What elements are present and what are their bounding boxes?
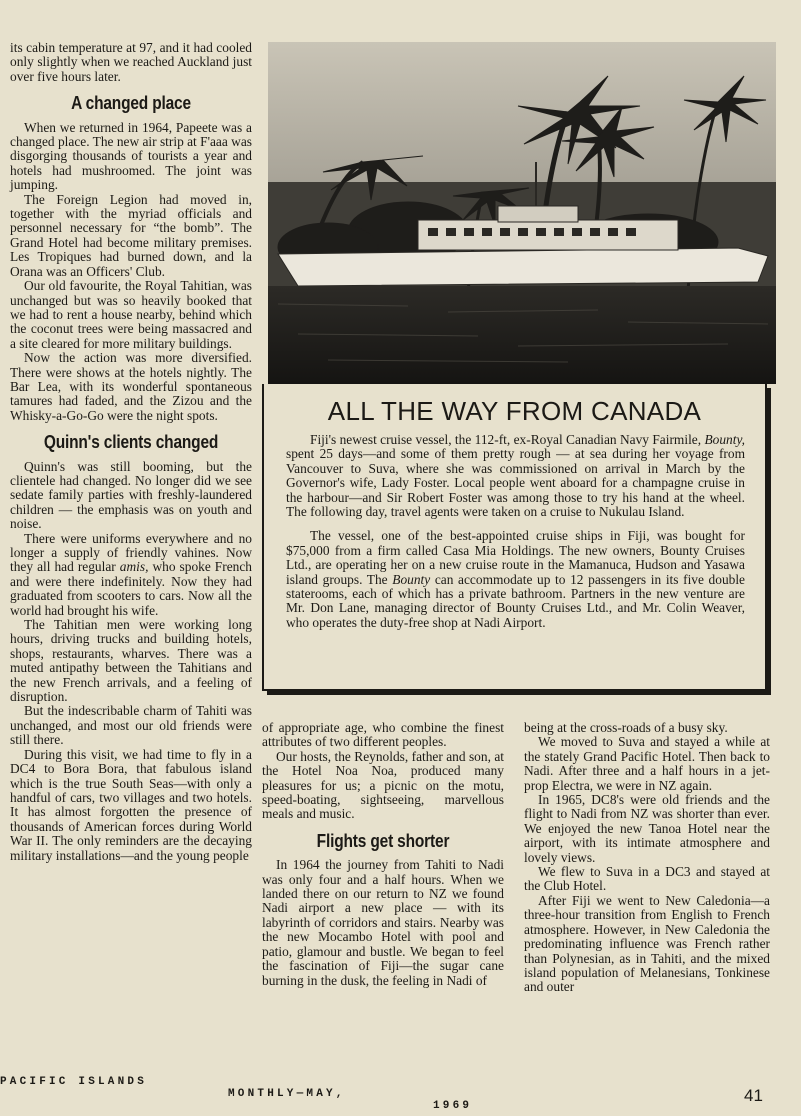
footer-issue: MONTHLY—MAY, [228, 1088, 346, 1100]
ship-name: Bounty, [704, 432, 745, 447]
paragraph: In 1965, DC8's were old friends and the flight to Nadi from NZ was shorter than ever. We enjoyed the new Tanoa Hotel near the airport, with its intimate atmosphere and lovely views. [524, 792, 770, 865]
paragraph: being at the cross-roads of a busy sky. [524, 720, 728, 735]
paragraph: Quinn's was still booming, but the clientele had changed. No longer did we see sedate family parties with freshly-laundered children — the emphasis was on youth and noise. [10, 458, 252, 532]
paragraph: Our hosts, the Reynolds, father and son, at the Hotel Noa Noa, produced many pleasures for us; a picnic on the motu, speed-boating, sightseeing, marvellous meals and music. [262, 748, 504, 822]
feature-box [262, 384, 767, 691]
subheading-flights-shorter: Flights get shorter [316, 830, 450, 851]
page-number: 41 [744, 1086, 763, 1105]
paragraph: When we returned in 1964, Papeete was a changed place. The new air strip at F'aaa was disgorging thousands of tourists a year and hotels had mushroomed. The joint was jumping. [10, 119, 252, 193]
text-run: spent 25 days—and some of them pretty rough — at sea during her voyage from Vancouver to Suva, where she was commissioned on arrival in March by the Governor's wife, Lady Foster. Local people went aboard for a champagne cruise in the harbour—and Sir Robert Foster was among those to try his hand at the wheel. The following day, travel agents were taken on a cruise to Nukulau Island. [286, 446, 745, 520]
article-column-right [524, 721, 770, 995]
paragraph: of appropriate age, who combine the finest attributes of two different peoples. [262, 720, 504, 750]
article-column-middle [262, 721, 504, 988]
paragraph: We moved to Suva and stayed a while at the stately Grand Pacific Hotel. Then back to Nadi. After three and a half hours in a jet-prop Electra, we were in NZ again. [524, 734, 770, 793]
box-shadow-right [767, 388, 771, 695]
paragraph: In 1964 the journey from Tahiti to Nadi was only four and a half hours. When we landed there on our return to NZ we found Nadi airport a new place — with its labyrinth of corridors and stairs. Nearby was the new Mocambo Hotel with pool and patio, glamour and bustle. We began to feel the fascination of Fiji—the sugar cane burning in the dusk, the feeling in Nadi of [262, 857, 504, 988]
feature-headline: ALL THE WAY FROM CANADA [327, 396, 702, 426]
italic-word: amis, [119, 559, 149, 575]
paragraph [10, 532, 252, 618]
text-run: There were uniforms everywhere and no longer a supply of friendly vahines. Now they all had regular [10, 530, 252, 575]
feature-body [264, 433, 765, 630]
page-footer [0, 1064, 801, 1112]
paragraph: During this visit, we had time to fly in a DC4 to Bora Bora, that fabulous island which is the true South Seas—with only a handful of cars, two villages and two hotels. It has almost forgotten the presence of thousands of American forces during World War II. The only reminders are the decaying military installations—and the young people [10, 746, 252, 863]
paragraph: After Fiji we went to New Caledonia—a three-hour transition from English to French atmosphere. However, in New Caledonia the predominating influence was French rather than Polynesian, as in Tahiti, and the mixed island population of Melanesians, Tonkinese and outer [524, 892, 770, 995]
paragraph: its cabin temperature at 97, and it had cooled only slightly when we reached Auckland just over five hours later. [10, 40, 252, 84]
paragraph: But the indescribable charm of Tahiti was unchanged, and most our old friends were still there. [10, 703, 252, 748]
footer-publication: PACIFIC ISLANDS [0, 1076, 148, 1088]
ship-name: Bounty [392, 571, 431, 587]
footer-year: 1969 [433, 1100, 473, 1112]
paragraph: Our old favourite, the Royal Tahitian, was unchanged but was so heavily booked that we had to rent a house nearby, behind which the coconut trees were being massacred and a site cleared for more military buildings. [10, 278, 252, 351]
text-run: can accommodate up to 12 passengers in its five double staterooms, each of which has a private bathroom. Partners in the new venture are Mr. Don Lane, managing director of Bounty Cruises Ltd., and Mr. Colin Weaver, who operates the duty-free shop at Nadi Airport. [286, 571, 746, 630]
ship-photograph [268, 42, 776, 384]
text-run: who spoke French and were there indefinitely. Now they had graduated from scooters to cars. Now all the world had brought his wife. [10, 559, 252, 618]
paragraph: The Foreign Legion had moved in, together with the myriad officials and personnel necessary for “the bomb”. The Grand Hotel had become military premises. Les Tropiques had burned down, and la Orana was an Officers' Club. [10, 191, 252, 279]
paragraph [286, 433, 745, 519]
paragraph [286, 529, 745, 630]
text-run: Fiji's newest cruise vessel, the 112-ft, ex-Royal Canadian Navy Fairmile, [310, 432, 705, 447]
paragraph: We flew to Suva in a DC3 and stayed at the Club Hotel. [524, 864, 770, 894]
paragraph: The Tahitian men were working long hours, driving trucks and building hotels, shops, restaurants, wharves. There was a muted antipathy between the Tahitians and the new French arrivals, and a feeling of disruption. [10, 617, 252, 705]
ship-photo-illustration [268, 42, 776, 384]
paragraph: Now the action was more diversified. There were shows at the hotels nightly. The Bar Lea, with its wonderful spontaneous tamures had faded, and the Zizou and the Whisky-a-Go-Go were the night spots. [10, 350, 252, 423]
subheading-changed-place: A changed place [71, 93, 191, 114]
text-run: The vessel, one of the best-appointed cruise ships in Fiji, was bought for $75,000 from a firm called Casa Mia Holdings. The new owners, Bounty Cruises Ltd., are operating her on a new cruise route in the Mamanuca, Hudson and Yasawa island groups. The [286, 528, 745, 587]
article-column-left [10, 41, 252, 863]
box-shadow-bottom [267, 691, 771, 695]
subheading-quinns-clients: Quinn's clients changed [43, 432, 219, 453]
